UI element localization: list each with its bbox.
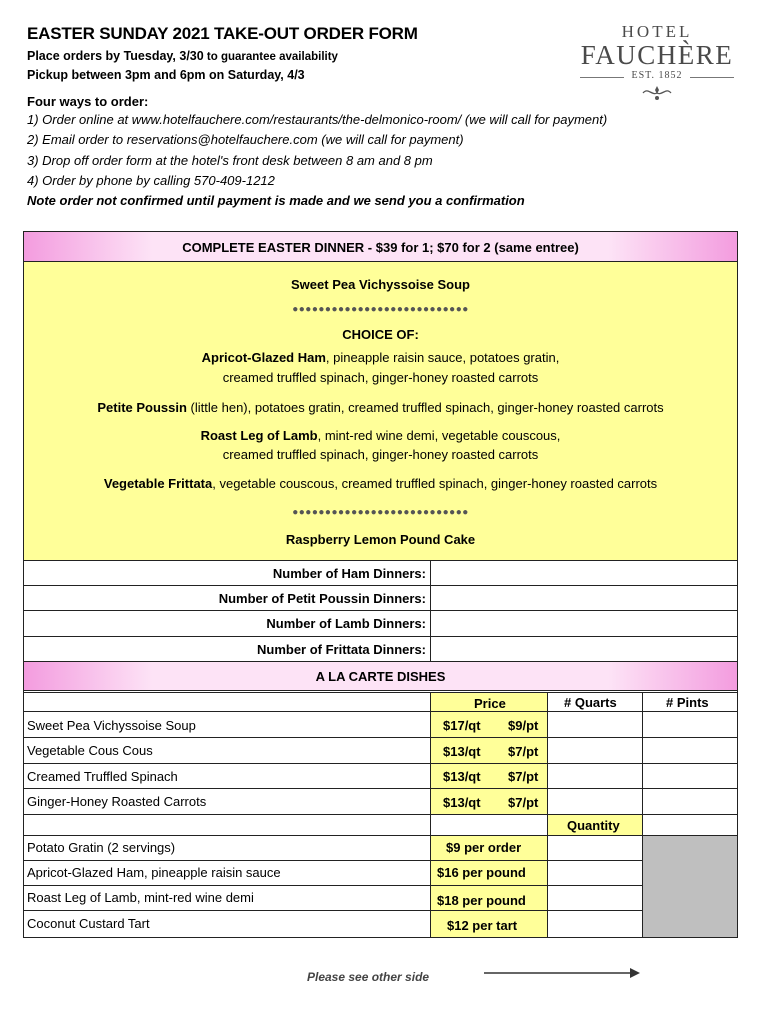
ways-heading: Four ways to order:: [27, 94, 149, 109]
price-header: Price: [474, 696, 506, 711]
soup-item-spinach: Creamed Truffled Spinach: [27, 769, 178, 784]
soup-item-couscous: Vegetable Cous Cous: [27, 743, 153, 758]
dish-item-gratin: Potato Gratin (2 servings): [27, 840, 176, 855]
logo-hotel-text: HOTEL: [621, 22, 693, 41]
dish-item-lamb: Roast Leg of Lamb, mint-red wine demi: [27, 890, 254, 905]
entree-poussin-name: Petite Poussin: [97, 400, 187, 415]
logo-name-text: FAUCHÈRE: [580, 40, 734, 70]
entree-frittata-name: Vegetable Frittata: [103, 476, 213, 491]
gratin-price: $9 per order: [446, 840, 522, 855]
entree-ham-desc: , pineapple raisin sauce, potatoes gratin,: [325, 350, 560, 365]
entree-frittata-desc: , vegetable couscous, creamed truffled spinach, ginger-honey roasted carrots: [212, 476, 658, 491]
couscous-quart-price: $13/qt: [443, 744, 481, 759]
form-title: EASTER SUNDAY 2021 TAKE-OUT ORDER FORM: [27, 24, 418, 43]
dot-divider-2: ●●●●●●●●●●●●●●●●●●●●●●●●●●●: [292, 507, 469, 518]
alacarte-heading: A LA CARTE DISHES: [315, 669, 446, 684]
soup-item-vichyssoise: Sweet Pea Vichyssoise Soup: [27, 718, 196, 733]
way-online: 1) Order online at www.hotelfauchere.com/restaurants/the-delmonico-room/ (we will call for payment): [27, 112, 608, 127]
ham-price: $16 per pound: [437, 865, 526, 880]
vichyssoise-quart-price: $17/qt: [443, 718, 481, 733]
confirmation-note: Note order not confirmed until payment is made and we send you a confirmation: [27, 193, 525, 208]
entree-lamb-desc: , mint-red wine demi, vegetable couscous,: [317, 428, 561, 443]
ham-count-label: Number of Ham Dinners:: [272, 566, 426, 581]
order-deadline-rest: to guarantee availability: [203, 51, 338, 63]
dish-item-ham: Apricot-Glazed Ham, pineapple raisin sauce: [27, 865, 281, 880]
frittata-count-label: Number of Frittata Dinners:: [256, 642, 426, 657]
entree-ham-name: Apricot-Glazed Ham: [201, 350, 326, 365]
way-phone: 4) Order by phone by calling 570-409-1212: [27, 173, 275, 188]
arrow-right-icon: [484, 966, 640, 980]
entree-lamb-name: Roast Leg of Lamb: [200, 428, 318, 443]
couscous-pint-price: $7/pt: [508, 744, 539, 759]
quantity-header: Quantity: [567, 818, 620, 833]
entree-poussin-desc: (little hen), potatoes gratin, creamed truffled spinach, ginger-honey roasted carrots: [186, 400, 664, 415]
tart-price: $12 per tart: [447, 918, 518, 933]
order-table-frame: [23, 231, 738, 938]
lamb-count-label: Number of Lamb Dinners:: [266, 616, 426, 631]
dinner-dessert: Raspberry Lemon Pound Cake: [285, 532, 476, 547]
dinner-soup: Sweet Pea Vichyssoise Soup: [291, 277, 470, 292]
way-email: 2) Email order to reservations@hotelfauchere.com (we will call for payment): [27, 132, 464, 147]
pickup-time: Pickup between 3pm and 6pm on Saturday, 4/3: [27, 68, 305, 82]
way-dropoff: 3) Drop off order form at the hotel's front desk between 8 am and 8 pm: [27, 153, 433, 168]
spinach-pint-price: $7/pt: [508, 769, 539, 784]
hotel-logo: [576, 22, 738, 108]
poussin-count-label: Number of Petit Poussin Dinners:: [218, 591, 426, 606]
entree-lamb-line2: creamed truffled spinach, ginger-honey roasted carrots: [222, 447, 539, 462]
entree-ham-line2: creamed truffled spinach, ginger-honey roasted carrots: [222, 370, 539, 385]
lamb-price: $18 per pound: [437, 893, 526, 908]
logo-est-text: EST. 1852: [631, 70, 683, 81]
vichyssoise-pint-price: $9/pt: [508, 718, 539, 733]
flourish-icon: [640, 84, 674, 102]
carrots-pint-price: $7/pt: [508, 795, 539, 810]
soup-item-carrots: Ginger-Honey Roasted Carrots: [27, 794, 207, 809]
pints-header: # Pints: [666, 695, 709, 710]
order-deadline: [27, 49, 338, 63]
logo-rule-right: [690, 77, 734, 78]
see-other-side-note: Please see other side: [307, 970, 430, 984]
dish-item-tart: Coconut Custard Tart: [27, 916, 150, 931]
dot-divider-1: ●●●●●●●●●●●●●●●●●●●●●●●●●●●: [292, 304, 469, 315]
spinach-quart-price: $13/qt: [443, 769, 481, 784]
order-deadline-main: Place orders by Tuesday, 3/30: [27, 49, 204, 63]
choice-of-label: CHOICE OF:: [342, 327, 419, 342]
carrots-quart-price: $13/qt: [443, 795, 481, 810]
dinner-heading: COMPLETE EASTER DINNER - $39 for 1; $70 for 2 (same entree): [182, 240, 579, 255]
quarts-header: # Quarts: [564, 695, 617, 710]
